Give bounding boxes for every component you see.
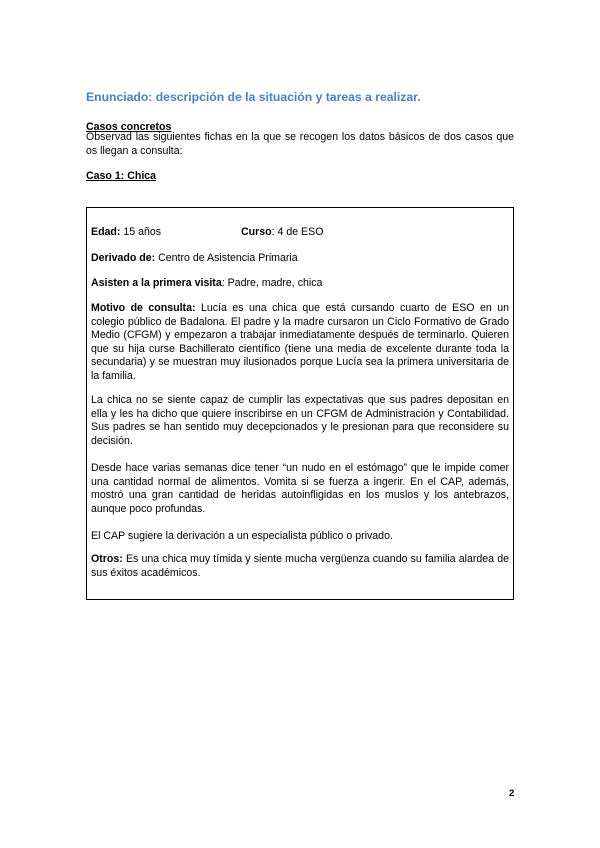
other-paragraph	[91, 553, 509, 580]
referral-row	[91, 252, 298, 266]
reason-label: Motivo de consulta:	[91, 302, 196, 314]
reason-text: Lucía es una chica que está cursando cuarto de ESO en un colegio público de Badalona. El padre y la madre cursaron un Ciclo Formativo de Grado Medio (CFGM) y empezaron a trabajar inmediatamente después de terminarlo. Quieren que su hija curse Bachillerato científico (tiene una media de excelente durante toda la secundaria) y se muestran muy ilusionados porque Lucía sea la primera universitaria de la familia.	[91, 302, 509, 382]
other-label: Otros:	[91, 553, 123, 565]
age-row	[91, 226, 161, 240]
course-row	[241, 226, 323, 240]
intro-paragraph: Observad las siguientes fichas en la que se recogen los datos básicos de dos casos que os llegan a consulta:	[86, 131, 514, 157]
course-value: : 4 de ESO	[271, 226, 324, 238]
attendees-row	[91, 277, 322, 291]
referral-label: Derivado de:	[91, 252, 156, 264]
paragraph-symptoms: Desde hace varias semanas dice tener “un nudo en el estómago” que le impide comer una cantidad normal de alimentos. Vomita si se fuerza a ingerir. En el CAP, además, mostró una gran cantidad de heridas autoinfligidas en los muslos y los antebrazos, aunque poco profundas.	[91, 462, 509, 515]
page-number: 2	[509, 788, 515, 799]
course-label: Curso	[241, 226, 272, 238]
attendees-value: : Padre, madre, chica	[221, 277, 323, 289]
paragraph-expectations: La chica no se siente capaz de cumplir las expectativas que sus padres depositan en ella y les ha dicho que quiere inscribirse en un CFGM de Administración y Contabilidad. Sus padres se han sentido muy decepcionados y le presionan para que reconsidere su decisión.	[91, 394, 509, 447]
age-value: 15 años	[123, 226, 162, 238]
referral-value: Centro de Asistencia Primaria	[158, 252, 298, 264]
case-card	[86, 207, 514, 600]
age-label: Edad:	[91, 226, 121, 238]
other-text: Es una chica muy tímida y siente mucha vergüenza cuando su familia alardea de sus éxitos académicos.	[91, 553, 509, 579]
paragraph-referral: El CAP sugiere la derivación a un especialista público o privado.	[91, 530, 393, 542]
attendees-label: Asisten a la primera visita	[91, 277, 222, 289]
subsection-title: Casos concretos	[86, 121, 172, 133]
case-title: Caso 1: Chica	[86, 170, 157, 182]
section-heading: Enunciado: descripción de la situación y tareas a realizar.	[86, 90, 421, 104]
reason-paragraph	[91, 302, 509, 383]
